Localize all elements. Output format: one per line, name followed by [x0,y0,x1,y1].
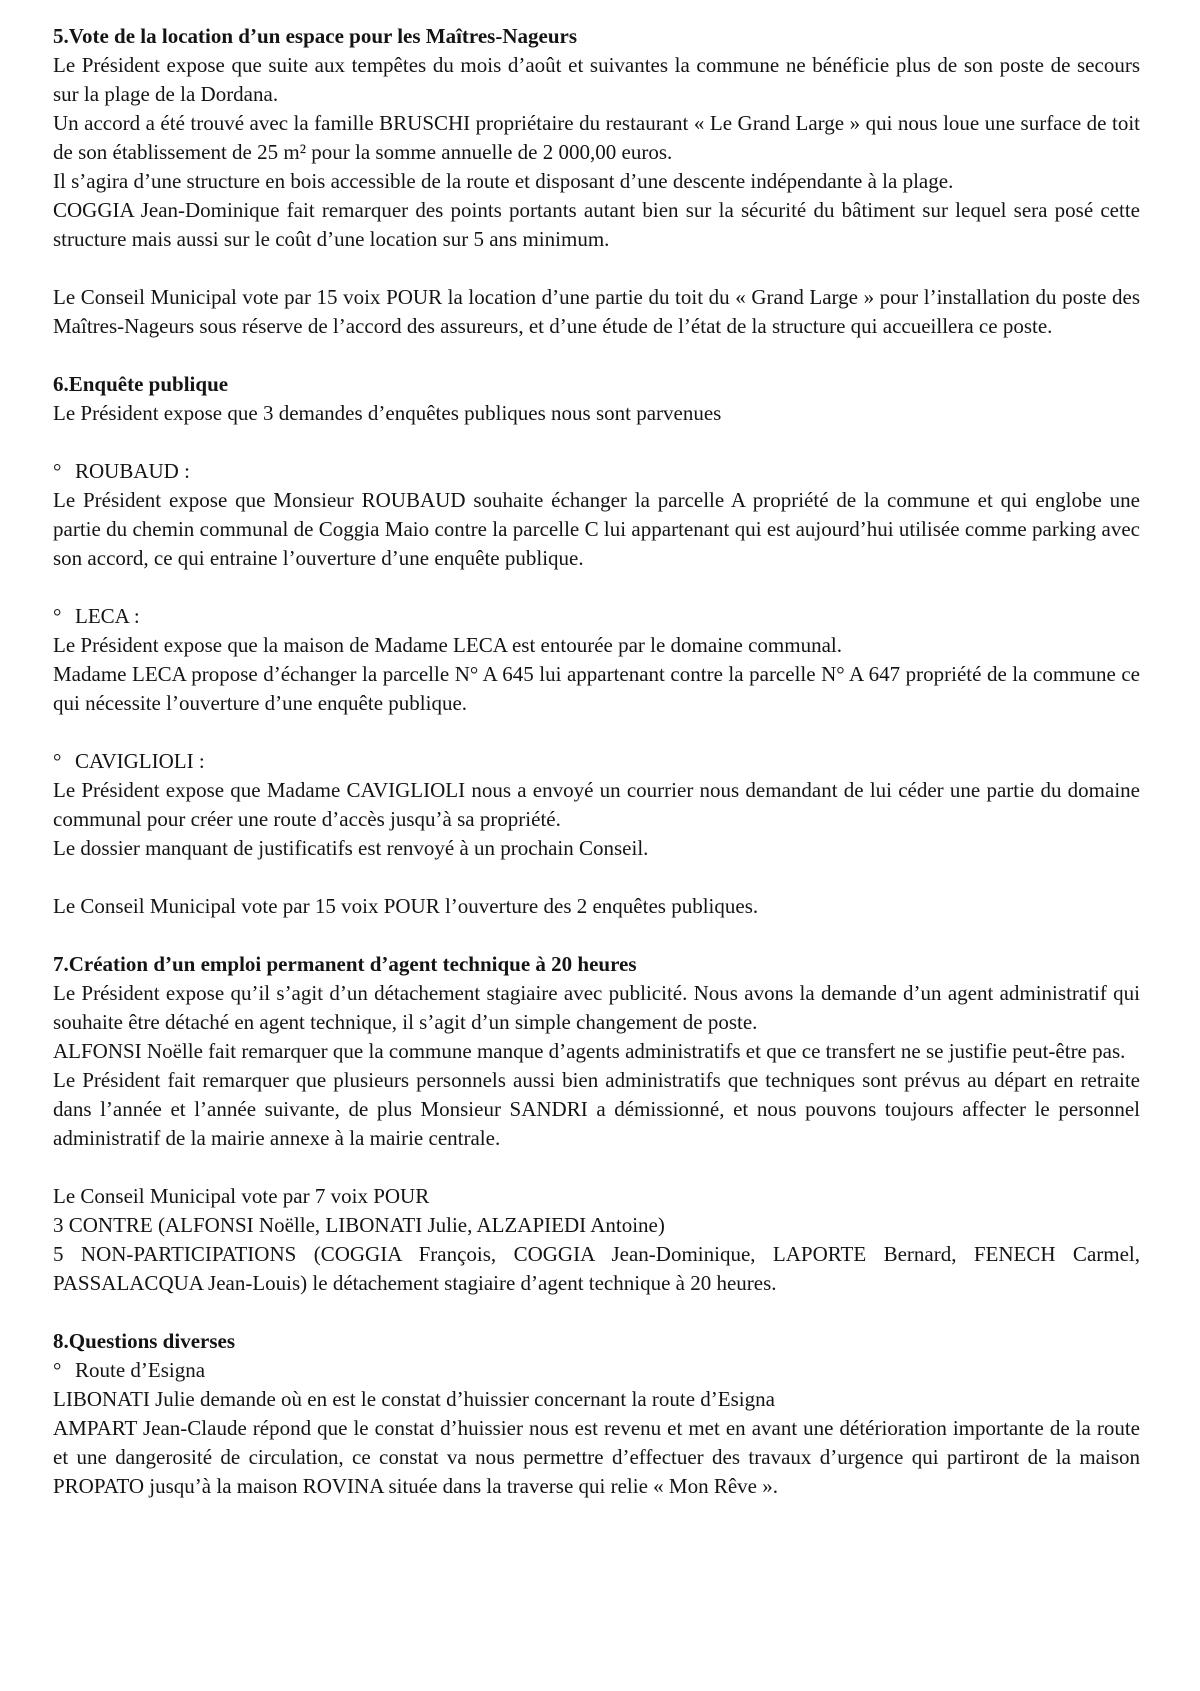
section-7 [53,950,1140,1298]
subitem-label: ROUBAUD : [75,459,190,483]
subitem-label: CAVIGLIOLI : [75,749,205,773]
subitem-label: LECA : [75,604,140,628]
paragraph: Le Président expose que Madame CAVIGLIOLI nous a envoyé un courrier nous demandant de lui céder une partie du domaine communal pour créer une route d’accès jusqu’à sa propriété. [53,778,1140,831]
paragraph: Le Président expose qu’il s’agit d’un détachement stagiaire avec publicité. Nous avons la demande d’un agent administratif qui souhaite être détaché en agent technique, il s’agit d’un simple changement de poste. [53,981,1140,1034]
paragraph: Le Président expose que la maison de Madame LECA est entourée par le domaine communal. [53,633,843,657]
section-heading: 6.Enquête publique [53,372,229,396]
subitem-label: Route d’Esigna [75,1358,206,1382]
subitem-title [53,1356,1140,1385]
paragraph: Le Président expose que 3 demandes d’enquêtes publiques nous sont parvenues [53,401,722,425]
paragraph: Le Président expose que suite aux tempêtes du mois d’août et suivantes la commune ne bénéficie plus de son poste de secours sur la plage de la Dordana. [53,53,1140,106]
paragraph: Un accord a été trouvé avec la famille BRUSCHI propriétaire du restaurant « Le Grand Large » qui nous loue une surface de toit de son établissement de 25 m² pour la somme annuelle de 2 000,00 euros. [53,111,1140,164]
vote-line: 5 NON-PARTICIPATIONS (COGGIA François, COGGIA Jean-Dominique, LAPORTE Bernard, FENECH Carmel, PASSALACQUA Jean-Louis) le détachement stagiaire d’agent technique à 20 heures. [53,1242,1140,1295]
subitem-title [53,457,1140,486]
section-6 [53,370,1140,921]
paragraph: Madame LECA propose d’échanger la parcelle N° A 645 lui appartenant contre la parcelle N° A 647 propriété de la commune ce qui nécessite l’ouverture d’une enquête publique. [53,662,1140,715]
paragraph: AMPART Jean-Claude répond que le constat d’huissier nous est revenu et met en avant une détérioration importante de la route et une dangerosité de circulation, ce constat va nous permettre d’effectuer des travaux d’urgence qui partiront de la maison PROPATO jusqu’à la maison ROVINA située dans la traverse qui relie « Mon Rêve ». [53,1416,1140,1498]
section-heading: 7.Création d’un emploi permanent d’agent technique à 20 heures [53,952,637,976]
paragraph: ALFONSI Noëlle fait remarquer que la commune manque d’agents administratifs et que ce transfert ne se justifie peut-être pas. [53,1039,1126,1063]
vote-result: Le Conseil Municipal vote par 15 voix POUR la location d’une partie du toit du « Grand Large » pour l’installation du poste des Maîtres-Nageurs sous réserve de l’accord des assureurs, et d’une étude de l’état de la structure qui accueillera ce poste. [53,285,1140,338]
section-5 [53,22,1140,341]
bullet-marker: ° [53,459,62,483]
section-heading: 5.Vote de la location d’un espace pour les Maîtres-Nageurs [53,24,578,48]
paragraph: LIBONATI Julie demande où en est le constat d’huissier concernant la route d’Esigna [53,1387,775,1411]
paragraph: Le Président fait remarquer que plusieurs personnels aussi bien administratifs que techniques sont prévus au départ en retraite dans l’année et l’année suivante, de plus Monsieur SANDRI a démissionné, et nous pouvons toujours affecter le personnel administratif de la mairie annexe à la mairie centrale. [53,1068,1140,1150]
subitem-title [53,747,1140,776]
bullet-marker: ° [53,604,62,628]
section-8 [53,1327,1140,1501]
section-heading: 8.Questions diverses [53,1329,236,1353]
bullet-marker: ° [53,749,62,773]
vote-result: Le Conseil Municipal vote par 15 voix POUR l’ouverture des 2 enquêtes publiques. [53,894,759,918]
bullet-marker: ° [53,1358,62,1382]
paragraph: Le Président expose que Monsieur ROUBAUD souhaite échanger la parcelle A propriété de la commune et qui englobe une partie du chemin communal de Coggia Maio contre la parcelle C lui appartenant qui est aujourd’hui utilisée comme parking avec son accord, ce qui entraine l’ouverture d’une enquête publique. [53,488,1140,570]
paragraph: Il s’agira d’une structure en bois accessible de la route et disposant d’une descente indépendante à la plage. [53,169,954,193]
paragraph: Le dossier manquant de justificatifs est renvoyé à un prochain Conseil. [53,836,649,860]
vote-line: 3 CONTRE (ALFONSI Noëlle, LIBONATI Julie, ALZAPIEDI Antoine) [53,1213,665,1237]
paragraph: COGGIA Jean-Dominique fait remarquer des points portants autant bien sur la sécurité du bâtiment sur lequel sera posé cette structure mais aussi sur le coût d’une location sur 5 ans minimum. [53,198,1140,251]
vote-line: Le Conseil Municipal vote par 7 voix POUR [53,1184,430,1208]
subitem-title [53,602,1140,631]
